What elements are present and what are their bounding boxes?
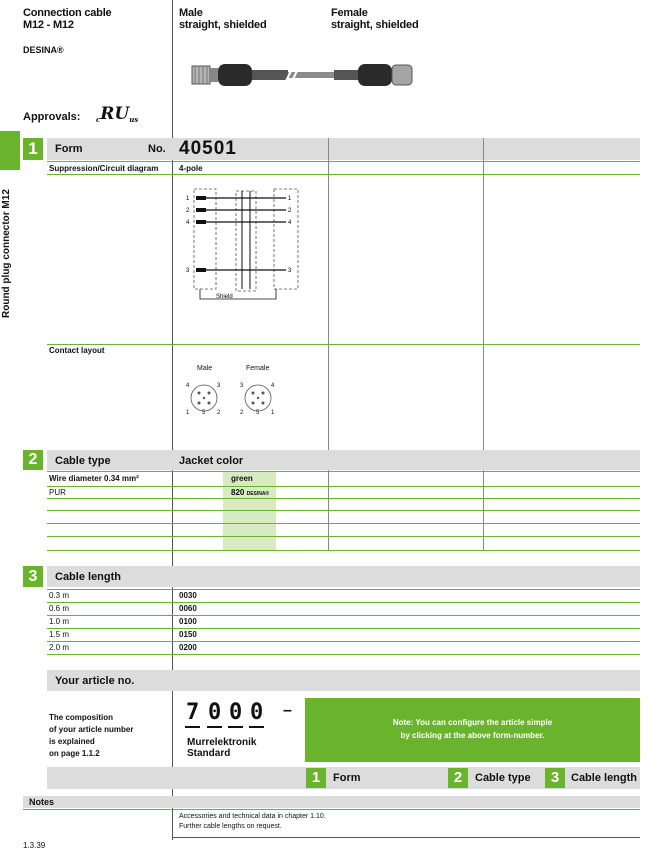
circuit-diagram xyxy=(180,185,310,305)
notes-bar xyxy=(23,796,640,808)
male-label: Male xyxy=(197,365,213,372)
section3-header-bar xyxy=(47,566,640,587)
contact-layout-label: Contact layout xyxy=(49,346,105,355)
title-line1: Connection cable xyxy=(23,7,112,19)
pole-label: 4-pole xyxy=(179,164,203,173)
notes-text: Accessories and technical data in chapter 1.10. Further cable lengths on request. xyxy=(179,813,326,830)
row-line xyxy=(47,486,640,487)
article-dash: – xyxy=(283,702,292,719)
svg-text:4: 4 xyxy=(186,383,190,389)
form-label: Form xyxy=(55,143,83,155)
length-row: 0.6 m xyxy=(49,604,70,613)
row-line xyxy=(47,602,640,603)
section2-header-bar xyxy=(47,450,640,470)
row-line xyxy=(47,615,640,616)
section2-number: 2 xyxy=(23,450,43,470)
section1-header-bar xyxy=(47,138,640,160)
female-heading xyxy=(331,7,418,31)
form-number-link[interactable]: 40501 xyxy=(179,138,237,159)
article-title: Your article no. xyxy=(55,675,135,687)
article-header-bar xyxy=(47,670,640,691)
legend-form: Form xyxy=(333,772,361,784)
row-line xyxy=(23,809,640,810)
note-box xyxy=(305,698,640,762)
length-code: 0060 xyxy=(179,604,197,613)
length-row: 0.3 m xyxy=(49,591,70,600)
cable-image xyxy=(188,55,420,95)
length-code: 0200 xyxy=(179,643,197,652)
section1-number: 1 xyxy=(23,138,43,160)
jacket-color-value: green xyxy=(231,474,253,483)
digit-underline xyxy=(249,726,264,728)
desina-label: DESINA® xyxy=(23,45,64,55)
length-row: 1.0 m xyxy=(49,617,70,626)
jacket-color-label: Jacket color xyxy=(179,455,244,467)
cul-approval-icon: cRUus xyxy=(96,104,139,124)
female-label: Female xyxy=(246,365,270,372)
row-line xyxy=(47,628,640,629)
svg-text:5: 5 xyxy=(256,410,260,416)
side-label: Round plug connector M12 xyxy=(1,189,12,318)
article-digit: 0 xyxy=(229,700,243,725)
legend-number-1: 1 xyxy=(306,768,326,788)
length-code: 0030 xyxy=(179,591,197,600)
row-line xyxy=(47,523,640,524)
cable-type-code: 820 DESINA® xyxy=(231,488,270,497)
contact-layout-diagram xyxy=(182,378,282,418)
article-digit: 0 xyxy=(250,700,264,725)
svg-text:1: 1 xyxy=(186,410,190,416)
svg-text:2: 2 xyxy=(186,208,190,214)
male-heading xyxy=(179,7,266,31)
legend-number-2: 2 xyxy=(448,768,468,788)
row-line xyxy=(47,654,640,655)
row-line xyxy=(47,550,640,551)
bottom-line xyxy=(172,837,640,838)
svg-text:2: 2 xyxy=(240,410,244,416)
brand-standard: Murrelektronik Standard xyxy=(187,737,257,759)
svg-text:2: 2 xyxy=(288,208,292,214)
svg-text:4: 4 xyxy=(288,220,292,226)
shield-label: Shield xyxy=(216,294,233,300)
page-number: 1.3.39 xyxy=(23,841,46,850)
male-line1: Male xyxy=(179,7,203,19)
approvals-label: Approvals: xyxy=(23,111,81,123)
legend-number-3: 3 xyxy=(545,768,565,788)
svg-text:3: 3 xyxy=(217,383,221,389)
female-line2: straight, shielded xyxy=(331,19,419,31)
note-line2: by clicking at the above form-number. xyxy=(400,731,545,740)
digit-underline xyxy=(207,726,222,728)
section3-number: 3 xyxy=(23,566,43,587)
female-line1: Female xyxy=(331,7,368,19)
row-line xyxy=(47,498,640,499)
legend-cable-type: Cable type xyxy=(475,772,531,784)
cable-type-label: Cable type xyxy=(55,455,111,467)
article-digit: 0 xyxy=(208,700,222,725)
wire-diameter-label: Wire diameter 0.34 mm² xyxy=(49,474,139,483)
length-code: 0100 xyxy=(179,617,197,626)
svg-text:1: 1 xyxy=(186,196,190,202)
svg-text:3: 3 xyxy=(240,383,244,389)
digit-underline xyxy=(185,726,200,728)
svg-text:4: 4 xyxy=(271,383,275,389)
no-label: No. xyxy=(148,143,166,155)
cable-length-label: Cable length xyxy=(55,571,122,583)
product-title xyxy=(23,7,111,31)
note-line1: Note: You can configure the article simple xyxy=(392,718,553,727)
length-row: 2.0 m xyxy=(49,643,70,652)
legend-cable-length: Cable length xyxy=(571,772,638,784)
length-code: 0150 xyxy=(179,630,197,639)
row-line xyxy=(47,589,640,590)
svg-text:5: 5 xyxy=(202,410,206,416)
composition-text: The composition of your article number is explained on page 1.1.2 xyxy=(49,713,134,758)
row-line xyxy=(47,344,640,345)
row-line xyxy=(47,471,640,472)
male-line2: straight, shielded xyxy=(179,19,267,31)
digit-underline xyxy=(228,726,243,728)
article-digit: 7 xyxy=(186,700,200,725)
svg-text:1: 1 xyxy=(288,196,292,202)
row-line xyxy=(47,161,640,162)
row-line xyxy=(47,174,640,175)
svg-text:3: 3 xyxy=(186,268,190,274)
notes-label: Notes xyxy=(29,797,55,807)
header-divider xyxy=(172,0,173,840)
title-line2: M12 - M12 xyxy=(23,19,74,31)
cable-type-row: PUR xyxy=(49,488,66,497)
suppression-label: Suppression/Circuit diagram xyxy=(49,164,159,173)
row-line xyxy=(47,641,640,642)
svg-text:3: 3 xyxy=(288,268,292,274)
svg-text:2: 2 xyxy=(217,410,221,416)
svg-text:4: 4 xyxy=(186,220,190,226)
length-row: 1.5 m xyxy=(49,630,70,639)
row-line xyxy=(47,510,640,511)
row-line xyxy=(47,536,640,537)
svg-text:1: 1 xyxy=(271,410,275,416)
